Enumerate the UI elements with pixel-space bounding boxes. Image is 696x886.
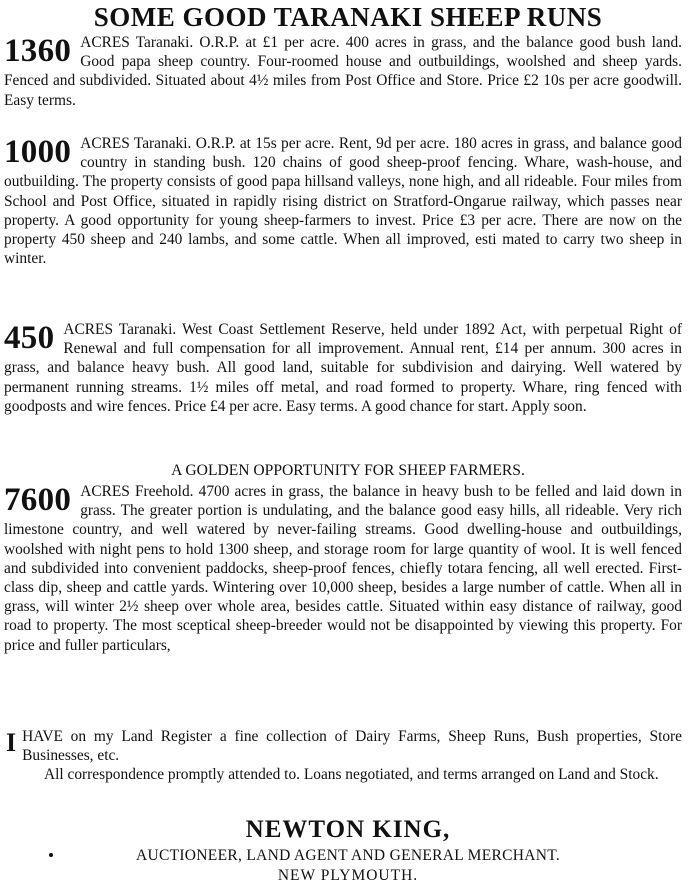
listing-body [4,320,682,416]
register-text [4,727,682,765]
listing-text: ACRES Taranaki. O.R.P. at £1 per acre. 400 acres in grass, and the balance good bush land. Good papa sheep country. Four-roomed house and outbuildings, woolshed and sheep yards. Fenced and subdivided. Situated about 4½ miles from Post Office and Store. Price £2 10s per acre goodwill. Easy terms. [4,34,682,109]
listing-1000 [4,134,682,268]
agent-name: NEWTON KING, [245,816,451,843]
listing-text: ACRES Freehold. 4700 acres in grass, the balance in heavy bush to be felled and laid down in grass. The greater portion is undulating, and the balance good easy hills, all rideable. Very rich limestone country, and well watered by never-failing streams. Good dwelling-house and outbuildings, woolshed with night pens to hold 1300 sheep, and storage room for large quantity of wool. It is well fenced and subdivided into convenient paddocks, sheep-proof fences, chiefly totara fencing, all well erected. First-class dip, sheep and cattle yards. Wintering over 10,000 sheep, besides a large number of cattle. When all in grass, will winter 2½ sheep over whole area, besides cattle. Situated within easy distance of railway, good road to property. The most sceptical sheep-breeder would not be disappointed by viewing this property. For price and fuller particulars, [4,483,682,654]
listing-body [4,482,682,655]
listing-text: ACRES Taranaki. O.R.P. at 15s per acre. Rent, 9d per acre. 180 acres in grass, and balance good country in standing bush. 120 chains of good sheep-proof fencing. Whare, wash-house, and outbuilding. The property consists of good papa hillsand valleys, none high, and all rideable. Four miles from School and Post Office, situated in rapidly rising district on Stratford-Ongarue railway, which passes near property. A good opportunity for young sheep-farmers to invest. Price £3 per acre. There are now on the property 450 sheep and 240 lambs, and some cattle. When all improved, esti mated to carry two sheep in winter. [4,135,682,268]
agent-role: AUCTIONEER, LAND AGENT AND GENERAL MERCHANT. [135,847,561,864]
listing-text: ACRES Taranaki. West Coast Settlement Reserve, held under 1892 Act, with perpetual Right of Renewal and full compensation for all improvement. Annual rent, £14 per annum. 300 acres in grass, and balance heavy bush. All good land, suitable for subdivision and dairying. Well watered by permanent running streams. 1½ miles off metal, and road formed to property. Whare, ring fenced with goodposts and wire fences. Price £4 per acre. Easy terms. A good chance for start. Apply soon. [4,321,682,415]
acreage-number: 450 [4,320,55,356]
register-line: HAVE on my Land Register a fine collection of Dairy Farms, Sheep Runs, Bush properties, Store Businesses, etc. [22,728,682,765]
acreage-number: 1000 [4,134,72,170]
listing-body [4,134,682,268]
listing-1360 [4,33,682,110]
drop-initial: I [6,728,17,757]
acreage-number: 7600 [4,482,72,518]
land-register-note [4,727,682,785]
page-title: SOME GOOD TARANAKI SHEEP RUNS [93,2,603,32]
acreage-number: 1360 [4,33,72,69]
listing-body [4,33,682,110]
listing-450 [4,320,682,416]
agent-town: NEW PLYMOUTH. [277,867,419,884]
listing-7600 [4,482,682,655]
correspondence-text: All correspondence promptly attended to. Loans negotiated, and terms arranged on Land and Stock. [44,766,659,784]
section-heading: A GOLDEN OPPORTUNITY FOR SHEEP FARMERS. [171,462,525,479]
